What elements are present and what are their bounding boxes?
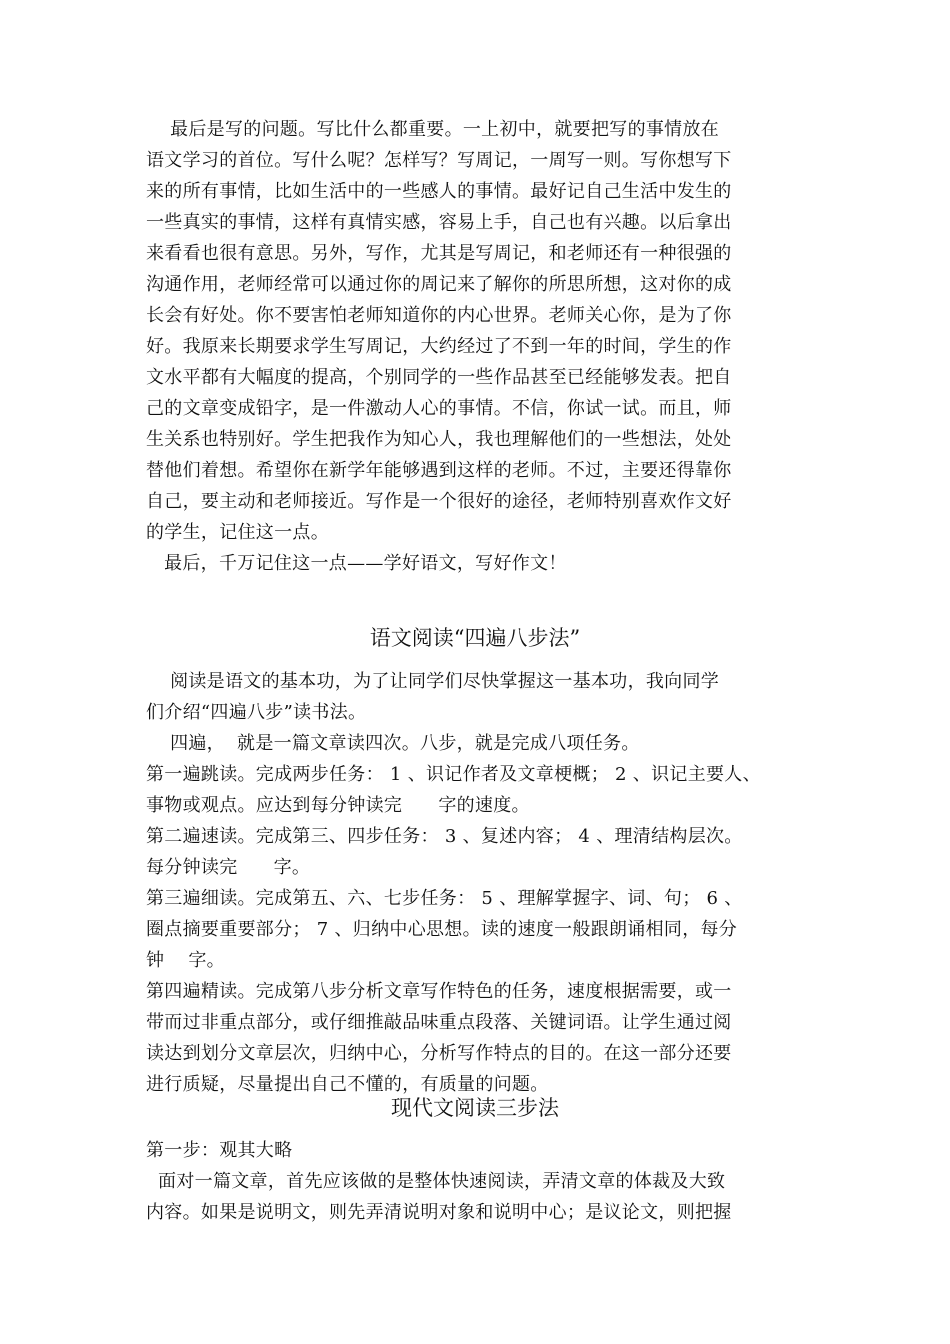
section1-line: 来的所有事情，比如生活中的一些感人的事情。最好记自己生活中发生的 <box>146 181 732 202</box>
section1-line: 文水平都有大幅度的提高，个别同学的一些作品甚至已经能够发表。把自 <box>146 367 732 388</box>
section1-line: 语文学习的首位。写什么呢？怎样写？写周记，一周写一则。写你想写下 <box>146 150 732 171</box>
section3-title: 现代文阅读三步法 <box>391 1096 559 1120</box>
section1-line: 自己，要主动和老师接近。写作是一个很好的途径，老师特别喜欢作文好 <box>146 491 732 512</box>
section1-line: 一些真实的事情，这样有真情实感，容易上手，自己也有兴趣。以后拿出 <box>146 212 732 233</box>
section2-line: 阅读是语文的基本功，为了让同学们尽快掌握这一基本功，我向同学 <box>146 671 720 692</box>
section2-line: 圈点摘要重要部分； 7 、归纳中心思想。读的速度一般跟朗诵相同，每分 <box>146 919 738 940</box>
section2-line: 第四遍精读。完成第八步分析文章写作特色的任务，速度根据需要，或一 <box>146 981 732 1002</box>
section2-line: 读达到划分文章层次，归纳中心，分析写作特点的目的。在这一部分还要 <box>146 1043 732 1064</box>
section2-line: 带而过非重点部分，或仔细推敲品味重点段落、关键词语。让学生通过阅 <box>146 1012 732 1033</box>
section1-line: 好。我原来长期要求学生写周记，大约经过了不到一年的时间，学生的作 <box>146 336 732 357</box>
section1-line: 沟通作用，老师经常可以通过你的周记来了解你的所思所想，这对你的成 <box>146 274 732 295</box>
section1-line: 替他们着想。希望你在新学年能够遇到这样的老师。不过，主要还得靠你 <box>146 460 732 481</box>
section2-title: 语文阅读“四遍八步法” <box>369 626 581 650</box>
section1-line: 来看看也很有意思。另外，写作，尤其是写周记，和老师还有一种很强的 <box>146 243 732 264</box>
section1-line: 最后是写的问题。写比什么都重要。一上初中，就要把写的事情放在 <box>146 119 720 140</box>
section1-line: 长会有好处。你不要害怕老师知道你的内心世界。老师关心你，是为了你 <box>146 305 732 326</box>
section3-line: 内容。如果是说明文，则先弄清说明对象和说明中心；是议论文，则把握 <box>146 1202 732 1223</box>
section1-line: 的学生，记住这一点。 <box>146 522 329 543</box>
section3-line: 面对一篇文章，首先应该做的是整体快速阅读，弄清文章的体裁及大致 <box>146 1171 726 1192</box>
section2-line: 第三遍细读。完成第五、六、七步任务： 5 、理解掌握字、词、句； 6 、 <box>146 888 743 909</box>
section1-line: 己的文章变成铅字，是一件激动人心的事情。不信，你试一试。而且，师 <box>146 398 732 419</box>
closing-line: 最后，千万记住这一点——学好语文，写好作文！ <box>146 553 567 574</box>
section2-line: 第二遍速读。完成第三、四步任务： 3 、复述内容； 4 、理清结构层次。 <box>146 826 743 847</box>
section2-line: 钟 字。 <box>146 950 225 971</box>
section2-line: 事物或观点。应达到每分钟读完 字的速度。 <box>146 795 530 816</box>
section3-heading: 第一步：观其大略 <box>146 1140 293 1161</box>
section2-line: 们介绍“四遍八步”读书法。 <box>146 702 367 723</box>
section1-line: 生关系也特别好。学生把我作为知心人，我也理解他们的一些想法，处处 <box>146 429 732 450</box>
section2-line: 每分钟读完 字。 <box>146 857 311 878</box>
section2-line: 四遍， 就是一篇文章读四次。八步，就是完成八项任务。 <box>146 733 640 754</box>
section2-line: 第一遍跳读。完成两步任务： 1 、识记作者及文章梗概； 2 、识记主要人、 <box>146 764 761 785</box>
section2-line: 进行质疑，尽量提出自己不懂的，有质量的问题。 <box>146 1074 549 1095</box>
